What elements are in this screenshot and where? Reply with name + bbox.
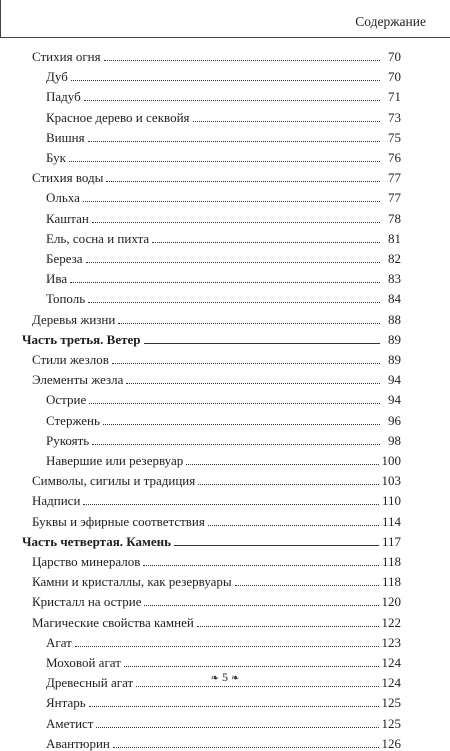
toc-leader	[92, 222, 380, 223]
toc-entry-page: 89	[388, 331, 401, 347]
toc-leader	[186, 464, 378, 465]
toc-entry-page: 126	[381, 735, 401, 751]
toc-entry-title: Падуб	[46, 89, 81, 105]
toc-entry-title: Стихия воды	[32, 170, 104, 186]
toc-entry-page: 94	[388, 392, 401, 408]
toc-entry	[32, 307, 401, 327]
toc-entry-title: Стихия огня	[32, 49, 101, 64]
fleuron-icon: ❧	[210, 673, 219, 684]
toc-entry	[32, 347, 401, 367]
toc-entry-title: Стержень	[46, 412, 100, 428]
toc-entry-page: 124	[381, 655, 401, 670]
header-vertical-rule	[0, 0, 1, 38]
toc-entry-page: 71	[388, 89, 401, 105]
toc-leader	[112, 363, 380, 364]
toc-entry	[46, 630, 401, 650]
toc-entry	[32, 569, 401, 589]
page-folio	[0, 670, 450, 685]
toc-entry	[46, 64, 401, 84]
toc-leader	[144, 343, 381, 344]
toc-entry	[32, 367, 401, 387]
toc-entry-title: Рукоять	[46, 432, 90, 448]
toc-entry-page: 75	[388, 129, 401, 145]
toc-entry-page: 96	[388, 412, 401, 428]
toc-leader	[103, 424, 380, 425]
toc-entry	[32, 468, 401, 488]
toc-leader	[144, 605, 378, 606]
toc-entry	[46, 448, 401, 468]
toc-entry	[32, 610, 401, 630]
toc-leader	[88, 141, 380, 142]
toc-leader	[70, 282, 380, 283]
toc-entry-page: 118	[381, 574, 401, 590]
toc-entry-page: 83	[388, 271, 401, 287]
toc-entry-page: 78	[388, 210, 401, 226]
toc-entry	[32, 509, 401, 529]
toc-leader	[143, 565, 379, 566]
toc-entry-title: Символы, сигилы и традиция	[32, 473, 196, 489]
toc-entry	[46, 84, 401, 104]
toc-part-heading	[22, 529, 401, 549]
toc-entry	[46, 185, 401, 205]
toc-entry-title: Авантюрин	[46, 735, 110, 751]
toc-entry-page: 77	[388, 190, 401, 206]
toc-entry-page: 76	[388, 150, 401, 165]
toc-leader	[89, 403, 380, 404]
toc-entry-page: 124	[381, 675, 401, 691]
toc-leader	[88, 302, 380, 303]
toc-entry-page: 114	[381, 513, 401, 529]
toc-entry-page: 123	[381, 634, 401, 650]
toc-entry-page: 77	[388, 170, 401, 186]
toc-entry-title: Ива	[46, 271, 68, 287]
toc-leader	[197, 626, 379, 627]
toc-entry	[32, 488, 401, 508]
toc-leader	[174, 545, 379, 546]
toc-entry	[46, 145, 401, 165]
toc-part-heading	[22, 327, 401, 347]
toc-entry	[46, 387, 401, 407]
toc-entry	[46, 428, 401, 448]
toc-leader	[84, 100, 380, 101]
toc-entry-title: Древесный агат	[46, 675, 134, 691]
toc-leader	[71, 80, 380, 81]
toc-entry-page: 70	[388, 69, 401, 85]
running-head	[0, 0, 450, 38]
toc-entry-page: 110	[381, 493, 401, 509]
toc-leader	[83, 201, 380, 202]
toc-entry	[46, 286, 401, 306]
toc-entry-page: 73	[388, 109, 401, 125]
toc-leader	[104, 60, 380, 61]
toc-leader	[152, 242, 380, 243]
toc-entry-title: Ольха	[46, 190, 80, 206]
toc-entry	[32, 589, 401, 609]
toc-entry-page: 82	[388, 251, 401, 266]
toc-entry	[46, 105, 401, 125]
toc-entry	[46, 226, 401, 246]
toc-entry-page: 120	[381, 594, 401, 610]
page-number: 5	[222, 670, 228, 684]
toc-leader	[208, 525, 379, 526]
toc-entry-page: 89	[388, 352, 401, 367]
toc-entry-page: 94	[388, 372, 401, 388]
toc-entry	[46, 408, 401, 428]
toc-entry-page: 81	[388, 230, 401, 246]
toc-entry-title: Ель, сосна и пихта	[46, 230, 150, 246]
toc-entry	[32, 44, 401, 64]
toc-entry	[46, 650, 401, 670]
toc-leader	[96, 727, 378, 728]
toc-entry	[46, 206, 401, 226]
toc-entry-title: Береза	[46, 251, 83, 266]
toc-entry-title: Стили жезлов	[32, 352, 109, 367]
toc-entry-title: Каштан	[46, 210, 89, 226]
toc-entry-title: Навершие или резервуар	[46, 453, 184, 468]
fleuron-icon: ❧	[231, 673, 240, 684]
toc-entry-title: Дуб	[46, 69, 68, 85]
toc-entry	[46, 711, 401, 731]
toc-entry-page: 100	[381, 453, 401, 468]
toc-entry-title: Часть четвертая. Камень	[22, 533, 171, 549]
toc-entry-title: Агат	[46, 634, 72, 650]
toc-entry	[46, 690, 401, 710]
toc-entry-title: Деревья жизни	[32, 311, 116, 327]
toc-entry-title: Острие	[46, 392, 87, 408]
toc-leader	[113, 747, 379, 748]
toc-entry-page: 103	[381, 473, 401, 489]
toc-entry-title: Тополь	[46, 291, 86, 307]
toc-entry	[46, 125, 401, 145]
toc-leader	[83, 504, 379, 505]
toc-leader	[198, 484, 378, 485]
toc-entry-title: Моховой агат	[46, 655, 121, 670]
toc-leader	[235, 585, 379, 586]
toc-leader	[69, 161, 380, 162]
toc-entry-page: 122	[381, 614, 401, 630]
toc-entry	[46, 246, 401, 266]
toc-entry	[46, 731, 401, 751]
toc-leader	[89, 706, 379, 707]
toc-entry	[46, 266, 401, 286]
toc-entry-title: Красное дерево и секвойя	[46, 109, 190, 125]
toc-entry-page: 98	[388, 432, 401, 448]
toc-entry-title: Элементы жезла	[32, 372, 124, 388]
toc-entry-page: 117	[381, 533, 401, 549]
header-rule	[0, 37, 450, 38]
toc-leader	[106, 181, 380, 182]
toc-leader	[193, 121, 380, 122]
toc-leader	[118, 323, 380, 324]
toc-entry	[32, 549, 401, 569]
running-title: Содержание	[355, 14, 426, 29]
toc-entry-title: Надписи	[32, 493, 81, 509]
toc-leader	[86, 262, 380, 263]
toc-entry-page: 125	[381, 715, 401, 731]
toc-leader	[136, 686, 378, 687]
toc-entry-page: 84	[388, 291, 401, 307]
toc-entry-title: Янтарь	[46, 695, 86, 711]
toc-leader	[124, 666, 379, 667]
toc-leader	[75, 646, 379, 647]
toc-entry-title: Магические свойства камней	[32, 614, 194, 630]
toc-entry-title: Царство минералов	[32, 554, 141, 569]
toc-entry-page: 88	[388, 311, 401, 327]
toc-leader	[126, 383, 380, 384]
toc-entry-title: Буквы и эфирные соответствия	[32, 513, 205, 529]
toc-entry-title: Часть третья. Ветер	[22, 331, 141, 347]
toc-entry	[32, 165, 401, 185]
toc-entry-title: Кристалл на острие	[32, 594, 142, 610]
toc-leader	[92, 444, 380, 445]
toc-entry-title: Камни и кристаллы, как резервуары	[32, 574, 232, 590]
toc-entry-page: 70	[388, 49, 401, 64]
toc-entry-title: Аметист	[46, 715, 94, 731]
toc-entry-title: Бук	[46, 150, 66, 165]
toc-entry-page: 125	[381, 695, 401, 711]
toc-entry-title: Вишня	[46, 129, 85, 145]
toc-entry-page: 118	[381, 554, 401, 569]
